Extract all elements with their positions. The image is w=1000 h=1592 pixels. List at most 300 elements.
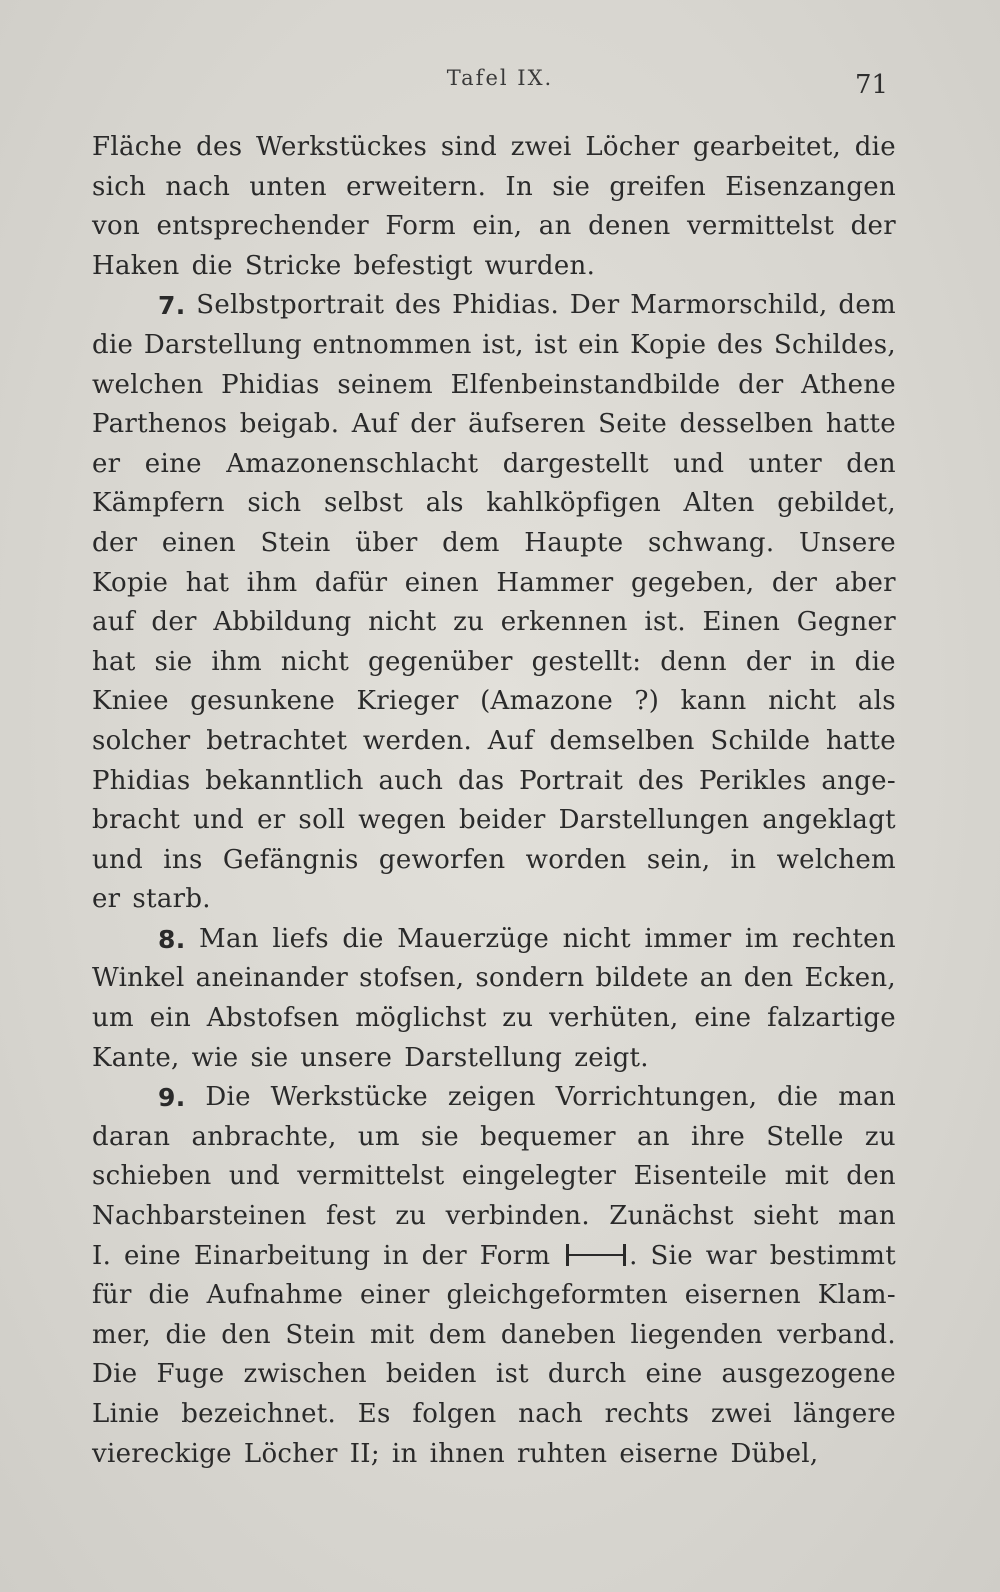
word: Es bbox=[357, 1399, 391, 1429]
word: das bbox=[457, 765, 505, 796]
text-line bbox=[92, 524, 896, 564]
word: der bbox=[850, 211, 896, 242]
word: rechten bbox=[792, 923, 896, 954]
word: seinem bbox=[337, 369, 433, 400]
word: denn bbox=[660, 646, 727, 677]
word: die bbox=[342, 923, 384, 954]
word: des bbox=[196, 132, 243, 162]
word: Kämpfern bbox=[92, 488, 225, 519]
word: den bbox=[846, 1161, 896, 1192]
section-number: 9. bbox=[158, 1083, 186, 1113]
word: in bbox=[391, 1438, 418, 1469]
text-line bbox=[92, 1435, 896, 1475]
word: sind bbox=[440, 132, 498, 162]
word: worden bbox=[525, 844, 627, 875]
word: Zunächst bbox=[609, 1201, 734, 1232]
text-line bbox=[92, 1039, 896, 1079]
word: eine bbox=[144, 448, 202, 479]
word: einen bbox=[404, 567, 479, 598]
word: Haupte bbox=[524, 527, 624, 558]
word: Aufnahme bbox=[206, 1280, 344, 1311]
word: um bbox=[92, 1003, 134, 1034]
word: Stein bbox=[260, 527, 331, 558]
word: ihre bbox=[691, 1121, 746, 1152]
word: eine bbox=[645, 1359, 703, 1390]
word: nicht bbox=[280, 646, 350, 677]
text-line bbox=[92, 801, 896, 841]
paragraph bbox=[92, 128, 896, 286]
text-line bbox=[92, 722, 896, 762]
word: sie bbox=[421, 1121, 459, 1152]
word: unten bbox=[249, 171, 327, 202]
word: die bbox=[777, 1082, 819, 1113]
word: Kante, bbox=[92, 1042, 180, 1073]
word: betrachtet bbox=[206, 725, 348, 756]
text-line bbox=[92, 880, 896, 920]
word: an bbox=[699, 963, 733, 994]
word: Parthenos bbox=[92, 409, 228, 440]
word: liegenden bbox=[630, 1319, 763, 1350]
word: befestigt bbox=[353, 250, 473, 281]
word: sie bbox=[552, 171, 591, 202]
word: verbinden. bbox=[445, 1201, 590, 1232]
word: sich bbox=[92, 171, 147, 202]
word: Phidias bbox=[92, 765, 191, 796]
word: dargestellt bbox=[502, 448, 649, 479]
word: ein bbox=[149, 1003, 192, 1034]
word: Amazonenschlacht bbox=[226, 448, 479, 479]
text-line bbox=[92, 959, 896, 999]
word: eisernen bbox=[684, 1280, 801, 1311]
word: durch bbox=[547, 1359, 627, 1390]
word: aber bbox=[834, 567, 896, 598]
word: der bbox=[421, 1240, 467, 1271]
word: stofsen, bbox=[359, 963, 465, 994]
word: über bbox=[355, 527, 418, 558]
word: ?) bbox=[634, 686, 660, 717]
word: Sie bbox=[650, 1240, 693, 1271]
word: in bbox=[810, 646, 836, 677]
text-line bbox=[92, 1157, 896, 1197]
word: selbst bbox=[323, 488, 404, 519]
word: beiden bbox=[385, 1359, 477, 1390]
text-line bbox=[92, 841, 896, 881]
word: ist bbox=[534, 329, 568, 360]
word: Darstellung bbox=[143, 329, 302, 360]
word: kahlköpfigen bbox=[486, 488, 662, 519]
word: greifen bbox=[609, 171, 706, 202]
word: beider bbox=[459, 805, 546, 836]
word: äufseren bbox=[468, 409, 586, 440]
word: Klam- bbox=[817, 1280, 896, 1311]
word: Stein bbox=[285, 1319, 356, 1350]
word: ein bbox=[578, 329, 620, 360]
word: bestimmt bbox=[769, 1240, 896, 1271]
word: daneben bbox=[500, 1319, 617, 1350]
word: Gegner bbox=[796, 607, 896, 638]
word: mit bbox=[370, 1319, 415, 1350]
word: und bbox=[193, 805, 245, 836]
word: Athene bbox=[801, 369, 896, 400]
word: denen bbox=[588, 211, 671, 242]
word: hatte bbox=[825, 409, 896, 440]
word: bracht bbox=[92, 805, 181, 836]
word: werden. bbox=[362, 725, 473, 756]
word: geworfen bbox=[378, 844, 506, 875]
word: Löcher bbox=[585, 132, 680, 162]
word: Einarbeitung bbox=[193, 1240, 371, 1271]
word: folgen bbox=[412, 1399, 497, 1429]
text-line bbox=[92, 1395, 896, 1435]
word: Nachbarsteinen bbox=[92, 1201, 307, 1232]
word: Perikles bbox=[698, 765, 807, 796]
word: ist, bbox=[482, 329, 524, 360]
running-title: Tafel IX. bbox=[446, 66, 554, 90]
word: ange- bbox=[821, 765, 896, 796]
paragraph bbox=[92, 920, 896, 1078]
text-line bbox=[92, 682, 896, 722]
word: Winkel bbox=[92, 963, 185, 994]
word: wegen bbox=[358, 805, 447, 836]
word: welchen bbox=[92, 369, 204, 400]
text-line bbox=[92, 1118, 896, 1158]
word: Selbstportrait bbox=[196, 290, 385, 321]
word: die bbox=[854, 132, 896, 162]
word: Form bbox=[385, 211, 456, 242]
word: die bbox=[165, 1319, 207, 1350]
word: Kniee bbox=[92, 686, 169, 717]
text-line bbox=[92, 1355, 896, 1395]
word: zeigt. bbox=[574, 1042, 649, 1073]
word: gestellt: bbox=[531, 646, 642, 677]
word: Auf bbox=[351, 409, 398, 440]
word: hat bbox=[185, 567, 230, 598]
word: Gefängnis bbox=[222, 844, 359, 875]
word: vermittelst bbox=[686, 211, 835, 242]
word: an bbox=[538, 211, 572, 242]
word: Phidias. bbox=[452, 290, 560, 321]
word: In bbox=[505, 171, 533, 202]
word: zeigen bbox=[447, 1082, 536, 1113]
word: in bbox=[730, 844, 757, 875]
word: zu bbox=[453, 607, 485, 638]
word: ihm bbox=[211, 646, 262, 677]
word: Seite bbox=[598, 409, 668, 440]
text-line bbox=[92, 1276, 896, 1316]
word: gegeben, bbox=[630, 567, 755, 598]
word: Abstofsen bbox=[206, 1003, 340, 1034]
text-line bbox=[92, 168, 896, 208]
word: sie bbox=[250, 1042, 289, 1073]
word: er bbox=[257, 805, 286, 836]
paragraph bbox=[92, 286, 896, 920]
word: sein, bbox=[646, 844, 711, 875]
section-number: 8. bbox=[158, 924, 186, 954]
word: Form bbox=[479, 1240, 551, 1271]
text-line bbox=[92, 1316, 896, 1356]
text-line bbox=[92, 286, 896, 326]
word: gesunkene bbox=[190, 686, 336, 717]
section-number: 7. bbox=[158, 291, 186, 321]
word: er bbox=[92, 448, 121, 479]
word: den bbox=[743, 963, 794, 994]
word: erweitern. bbox=[346, 171, 487, 202]
text-line bbox=[92, 999, 896, 1039]
word: des bbox=[637, 765, 685, 796]
word: Die bbox=[92, 1359, 138, 1390]
word: erkennen bbox=[500, 607, 628, 638]
word: für bbox=[92, 1280, 132, 1311]
word: dafür bbox=[314, 567, 388, 598]
page-number: 71 bbox=[855, 70, 889, 100]
word: Haken bbox=[92, 250, 180, 281]
word: demselben bbox=[549, 725, 695, 756]
text-line bbox=[92, 326, 896, 366]
word: als bbox=[857, 686, 896, 717]
word: Der bbox=[569, 290, 620, 321]
word: nach bbox=[165, 171, 231, 202]
text-line bbox=[92, 762, 896, 802]
text-line bbox=[92, 247, 896, 287]
word: zu bbox=[864, 1121, 896, 1152]
word: (Amazone bbox=[480, 686, 614, 717]
word: verhüten, bbox=[549, 1003, 679, 1034]
word: die bbox=[148, 1280, 190, 1311]
text-line bbox=[92, 128, 896, 168]
word: schieben bbox=[92, 1161, 212, 1192]
word: daran bbox=[92, 1121, 171, 1152]
word: nach bbox=[518, 1399, 583, 1429]
word: man bbox=[838, 1201, 896, 1232]
word: er bbox=[92, 884, 121, 915]
word: schwang. bbox=[647, 527, 775, 558]
word: Linie bbox=[92, 1399, 160, 1429]
word: entnommen bbox=[312, 329, 472, 360]
word: Darstellungen bbox=[558, 805, 750, 836]
word: mit bbox=[784, 1161, 829, 1192]
word: Elfenbeinstandbilde bbox=[450, 369, 721, 400]
word: immer bbox=[644, 923, 732, 954]
word: Fuge bbox=[156, 1359, 225, 1390]
word: eingelegter bbox=[461, 1161, 617, 1192]
word: Phidias bbox=[221, 369, 320, 400]
word: Unsere bbox=[798, 527, 896, 558]
word: eiserne bbox=[619, 1438, 719, 1469]
word: und bbox=[92, 844, 144, 875]
word: Schilde bbox=[710, 725, 811, 756]
text-line bbox=[92, 643, 896, 683]
word: ins bbox=[163, 844, 203, 875]
word: Ecken, bbox=[804, 963, 896, 994]
word: die bbox=[191, 250, 233, 281]
word: mer, bbox=[92, 1319, 152, 1350]
word: man bbox=[838, 1082, 896, 1113]
text-line bbox=[92, 1237, 896, 1277]
word: Stelle bbox=[766, 1121, 844, 1152]
word: Fläche bbox=[92, 132, 183, 162]
word: ruhten bbox=[517, 1438, 608, 1469]
word: Portrait bbox=[519, 765, 624, 796]
word: anbrachte, bbox=[191, 1121, 337, 1152]
text-line bbox=[92, 564, 896, 604]
word: liefs bbox=[272, 923, 329, 954]
word: Marmorschild, bbox=[630, 290, 828, 321]
word: Eisenzangen bbox=[725, 171, 896, 202]
text-line bbox=[92, 484, 896, 524]
word: I. bbox=[92, 1240, 112, 1271]
word: um bbox=[357, 1121, 400, 1152]
word: auf bbox=[92, 607, 135, 638]
word: dem bbox=[428, 1319, 487, 1350]
word: war bbox=[705, 1240, 757, 1271]
word: Alten bbox=[683, 488, 755, 519]
word: den bbox=[221, 1319, 271, 1350]
word: hat bbox=[92, 646, 136, 677]
word: als bbox=[425, 488, 464, 519]
word: rechts bbox=[604, 1399, 690, 1429]
word: in bbox=[383, 1240, 409, 1271]
word: verband. bbox=[777, 1319, 896, 1350]
word: kann bbox=[680, 686, 747, 717]
word: entsprechender bbox=[156, 211, 369, 242]
word: beigab. bbox=[239, 409, 340, 440]
text-line bbox=[92, 920, 896, 960]
word: ist bbox=[495, 1359, 529, 1390]
word: nicht bbox=[562, 923, 631, 954]
word: dem bbox=[442, 527, 500, 558]
text-line bbox=[92, 405, 896, 445]
word: zwei bbox=[510, 132, 572, 162]
word: ausgezogene bbox=[721, 1359, 896, 1390]
word: angeklagt bbox=[762, 805, 896, 836]
word: viereckige bbox=[92, 1438, 232, 1469]
word: starb. bbox=[132, 884, 211, 915]
word: der bbox=[92, 527, 138, 558]
word: aneinander bbox=[195, 963, 349, 994]
word: gearbeitet, bbox=[692, 132, 842, 162]
paragraph bbox=[92, 1078, 896, 1474]
word: der bbox=[410, 409, 456, 440]
word: ist. bbox=[644, 607, 686, 638]
word: im bbox=[744, 923, 779, 954]
word: Dübel, bbox=[730, 1438, 819, 1469]
word: nicht bbox=[768, 686, 837, 717]
word: einen bbox=[161, 527, 236, 558]
word: wurden. bbox=[484, 250, 596, 281]
word: zwischen bbox=[243, 1359, 367, 1390]
text-line bbox=[92, 366, 896, 406]
word: sie bbox=[154, 646, 193, 677]
word: Auf bbox=[487, 725, 534, 756]
word: an bbox=[636, 1121, 670, 1152]
word: ihnen bbox=[429, 1438, 506, 1469]
text-line bbox=[92, 207, 896, 247]
word: vermittelst bbox=[297, 1161, 445, 1192]
word: II; bbox=[349, 1438, 380, 1469]
word: der bbox=[738, 369, 784, 400]
word: eine bbox=[123, 1240, 181, 1271]
word: die bbox=[92, 329, 134, 360]
word: dem bbox=[838, 290, 896, 321]
word: Werkstückes bbox=[256, 132, 428, 162]
word: Abbildung bbox=[213, 607, 352, 638]
word: solcher bbox=[92, 725, 191, 756]
word: Mauerzüge bbox=[397, 923, 550, 954]
word: die bbox=[854, 646, 896, 677]
word: gleichgeformten bbox=[446, 1280, 668, 1311]
word: soll bbox=[298, 805, 346, 836]
word: ihm bbox=[246, 567, 298, 598]
word: des bbox=[716, 329, 764, 360]
word: Stricke bbox=[244, 250, 342, 281]
word: zwei bbox=[710, 1399, 772, 1429]
text-line bbox=[92, 445, 896, 485]
word: unter bbox=[748, 448, 822, 479]
word: Werkstücke bbox=[270, 1082, 428, 1113]
word: Einen bbox=[702, 607, 781, 638]
word: und bbox=[673, 448, 725, 479]
word: Darstellung bbox=[404, 1042, 563, 1073]
word: der bbox=[745, 646, 792, 677]
word: Eisenteile bbox=[633, 1161, 768, 1192]
word: zu bbox=[502, 1003, 534, 1034]
word: gebildet, bbox=[777, 488, 896, 519]
word: einer bbox=[359, 1280, 430, 1311]
word: den bbox=[846, 448, 896, 479]
word: des bbox=[395, 290, 442, 321]
word: sieht bbox=[753, 1201, 819, 1232]
clamp-figure: . bbox=[563, 1237, 638, 1277]
word: Die bbox=[205, 1082, 251, 1113]
word: ein, bbox=[472, 211, 523, 242]
word: desselben bbox=[679, 409, 814, 440]
word: Krieger bbox=[356, 686, 459, 717]
word: und bbox=[228, 1161, 280, 1192]
word: bekanntlich bbox=[205, 765, 364, 796]
word: bezeichnet. bbox=[181, 1399, 337, 1429]
word: Schildes, bbox=[773, 329, 896, 360]
clamp-shape-icon bbox=[565, 1244, 627, 1266]
word: bequemer bbox=[480, 1121, 616, 1152]
word: sich bbox=[247, 488, 302, 519]
word: Löcher bbox=[243, 1438, 338, 1469]
word: Kopie bbox=[630, 329, 707, 360]
word: Man bbox=[199, 923, 259, 954]
text-line bbox=[92, 603, 896, 643]
word: falzartige bbox=[767, 1003, 896, 1034]
word: hatte bbox=[825, 725, 896, 756]
word: nicht bbox=[368, 607, 437, 638]
word: Kopie bbox=[92, 567, 169, 598]
word: welchem bbox=[776, 844, 896, 875]
word: Vorrichtungen, bbox=[555, 1082, 758, 1113]
text-line bbox=[92, 1078, 896, 1118]
word: Hammer bbox=[496, 567, 614, 598]
word: wie bbox=[191, 1042, 239, 1073]
word: zu bbox=[395, 1201, 427, 1232]
word: sondern bbox=[475, 963, 585, 994]
word: bildete bbox=[595, 963, 689, 994]
word: auch bbox=[378, 765, 444, 796]
word: eine bbox=[694, 1003, 752, 1034]
word: der bbox=[771, 567, 818, 598]
body-text bbox=[92, 128, 896, 1474]
text-line bbox=[92, 1197, 896, 1237]
word: fest bbox=[326, 1201, 377, 1232]
word: gegenüber bbox=[368, 646, 513, 677]
word: möglichst bbox=[355, 1003, 487, 1034]
word: längere bbox=[793, 1399, 896, 1429]
